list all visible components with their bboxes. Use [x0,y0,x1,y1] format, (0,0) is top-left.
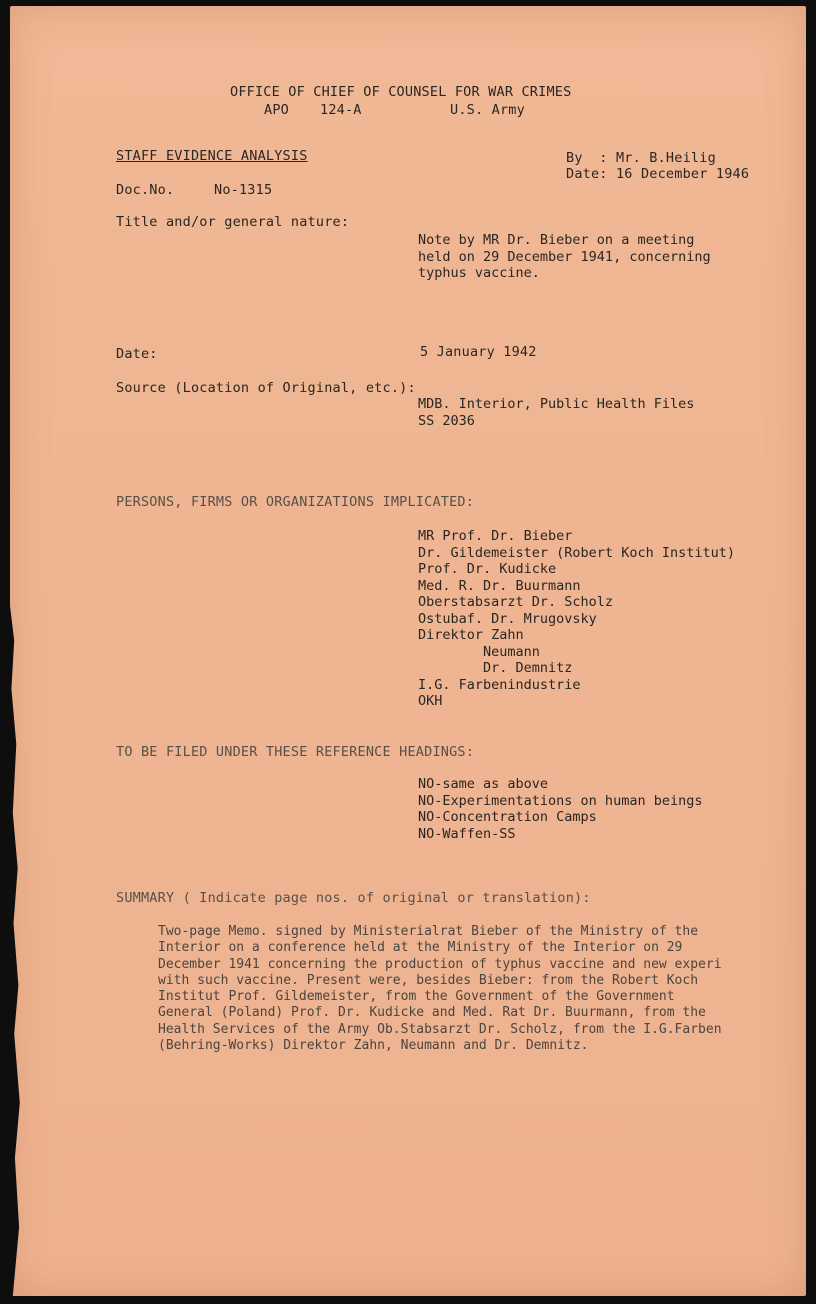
summary-line: General (Poland) Prof. Dr. Kudicke and Med. Rat Dr. Buurmann, from the [158,1005,706,1021]
person-line: Ostubaf. Dr. Mrugovsky [418,610,597,627]
persons-label: PERSONS, FIRMS OR ORGANIZATIONS IMPLICATED: [116,494,475,510]
summary-label: SUMMARY ( Indicate page nos. of original or translation): [116,890,591,906]
summary-line: Two-page Memo. signed by Ministerialrat Bieber of the Ministry of the [158,924,699,939]
document-page [10,6,806,1296]
analysis-title: STAFF EVIDENCE ANALYSIS [116,148,308,164]
source-text [418,396,694,429]
title-nature-label: Title and/or general nature: [116,214,350,230]
source-line: SS 2036 [418,412,475,429]
summary-line: December 1941 concerning the production of typhus vaccine and new experi [158,956,722,972]
title-nature-line: Note by MR Dr. Bieber on a meeting [418,232,695,248]
analysis-date: Date: 16 December 1946 [566,166,750,182]
summary-line: Interior on a conference held at the Ministry of the Interior on 29 [158,940,683,956]
title-nature-text [418,232,711,282]
source-label: Source (Location of Original, etc.): [116,380,416,396]
person-line: OKH [418,693,443,709]
doc-no-value: No-1315 [214,182,273,198]
title-nature-line: held on 29 December 1941, concerning [418,248,711,265]
person-line: I.G. Farbenindustrie [418,676,581,693]
analyst-by: By : Mr. B.Heilig [566,150,716,166]
apo-label: APO [264,102,289,118]
filed-line: NO-Concentration Camps [418,809,597,825]
person-line: MR Prof. Dr. Bieber [418,528,573,544]
person-line: Med. R. Dr. Buurmann [418,577,581,594]
filed-list [418,776,702,842]
filed-line: NO-same as above [418,776,549,792]
person-line: Neumann [418,643,540,660]
date-label: Date: [116,346,158,362]
summary-text [158,924,722,1054]
date-value: 5 January 1942 [420,344,537,360]
doc-no-label: Doc.No. [116,182,175,198]
person-line: Oberstabsarzt Dr. Scholz [418,594,614,610]
filed-line: NO-Waffen-SS [418,825,516,842]
source-line: MDB. Interior, Public Health Files [418,396,695,412]
summary-line: (Behring-Works) Direktor Zahn, Neumann and Dr. Demnitz. [158,1038,589,1054]
apo-number: 124-A [320,102,362,118]
persons-list [418,528,735,710]
person-line: Dr. Gildemeister (Robert Koch Institut) [418,544,735,561]
summary-line: Institut Prof. Gildemeister, from the Government of the Government [158,989,675,1005]
summary-line: Health Services of the Army Ob.Stabsarzt Dr. Scholz, from the I.G.Farben [158,1021,722,1037]
army-label: U.S. Army [450,102,525,118]
filed-line: NO-Experimentations on human beings [418,792,703,809]
person-line: Dr. Demnitz [418,660,573,676]
filed-label: TO BE FILED UNDER THESE REFERENCE HEADINGS: [116,744,475,760]
title-nature-line: typhus vaccine. [418,265,540,281]
person-line: Prof. Dr. Kudicke [418,561,557,577]
office-heading: OFFICE OF CHIEF OF COUNSEL FOR WAR CRIMES [230,84,572,100]
torn-edge [10,606,24,1296]
person-line: Direktor Zahn [418,627,524,643]
summary-line: with such vaccine. Present were, besides Bieber: from the Robert Koch [158,972,699,988]
